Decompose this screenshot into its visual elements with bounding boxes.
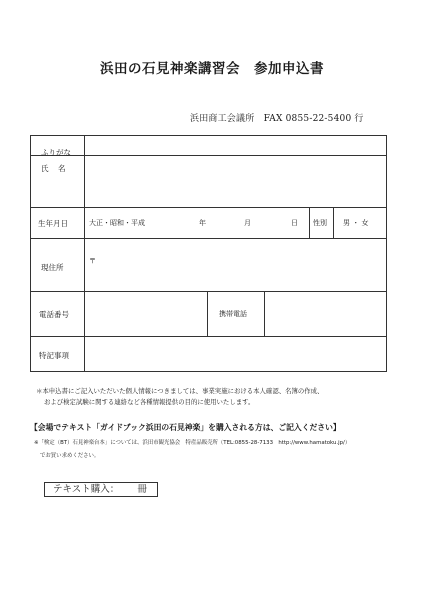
birthdate-label: 生年月日 xyxy=(38,219,68,228)
day-label: 日 xyxy=(291,219,298,227)
fax-destination: 浜田商工会議所 FAX 0855-22-5400 行 xyxy=(190,114,364,124)
postal-mark: 〒 xyxy=(89,257,96,265)
phone-divider-left xyxy=(207,291,208,336)
purchase-unit: 冊 xyxy=(137,484,147,495)
text-purchase-note: ※「検定（BT）石見神楽台本」については、浜田市観光協会 特産品販売所（TEL:0855-28-7133 http://www.hamatoku.jp/） xyxy=(34,440,351,446)
era-options: 大正・昭和・平成 xyxy=(89,219,145,227)
privacy-notice xyxy=(36,386,406,408)
gender-label: 性別 xyxy=(313,219,327,227)
remarks-label: 特記事項 xyxy=(39,351,69,360)
gender-divider-right xyxy=(333,207,334,238)
page-title: 浜田の石見神楽講習会 参加申込書 xyxy=(100,61,324,77)
text-purchase-note: でお買い求めください。 xyxy=(40,453,100,459)
phone-label: 電話番号 xyxy=(39,310,69,319)
address-label: 現住所 xyxy=(41,263,64,272)
privacy-note-line: ＊本申込書にご記入いただいた個人情報につきましては、事業実施における本人確認、名簿の作成、 xyxy=(36,387,324,395)
mobile-label: 携帯電話 xyxy=(219,310,247,318)
privacy-note-line: および検定試験に関する連絡など各種情報提供の目的に使用いたします。 xyxy=(44,398,255,406)
furigana-label: ふりがな xyxy=(41,148,71,157)
name-label: 氏 名 xyxy=(41,164,67,173)
phone-divider-right xyxy=(264,291,265,336)
gender-divider-left xyxy=(309,207,310,238)
text-purchase-box xyxy=(44,482,158,497)
label-column-divider xyxy=(84,136,85,371)
year-label: 年 xyxy=(199,219,206,227)
month-label: 月 xyxy=(244,219,251,227)
gender-options: 男 ・ 女 xyxy=(343,219,369,227)
purchase-label: テキスト購入： xyxy=(53,484,120,495)
application-form xyxy=(30,135,387,372)
text-purchase-heading: 【会場でテキスト「ガイドブック浜田の石見神楽」を購入される方は、ご記入ください】 xyxy=(30,423,341,432)
